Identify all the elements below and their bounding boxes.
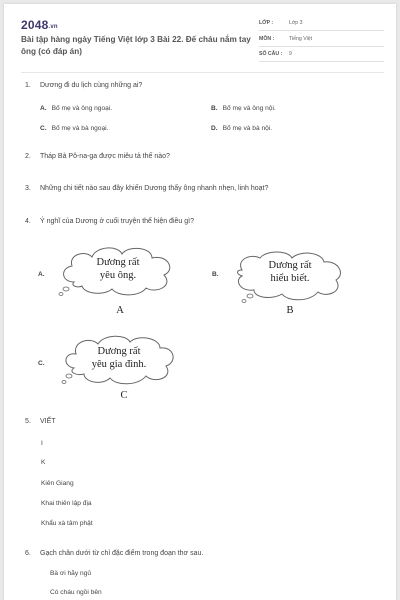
q4-option-c-cloud[interactable] [60, 332, 178, 388]
option-text: Bố mẹ và bà nội. [222, 125, 273, 132]
meta-count-row [259, 49, 384, 62]
meta-class-key: LỚP : [259, 20, 274, 26]
option-text: Bố mẹ và bà ngoại. [51, 125, 109, 132]
option-letter: A. [40, 105, 47, 112]
question-number: 6. [25, 550, 31, 557]
question-number: 3. [25, 185, 31, 192]
meta-count-value: 9 [289, 51, 292, 57]
cloud-line-1: Dương rất [97, 346, 141, 357]
option-text: Bố mẹ và ông ngoại. [51, 105, 113, 112]
question-number: 2. [25, 153, 31, 160]
header-divider [21, 72, 384, 73]
page-title: Bài tập hàng ngày Tiếng Việt lớp 3 Bài 22. Đế cháu nắm tay ông (có đáp án) [21, 35, 251, 56]
cloud-line-2: yêu ông. [99, 270, 137, 281]
q4-option-a-cloud[interactable] [56, 242, 180, 298]
question-text: Những chi tiết nào sau đây khiến Dương thấy ông nhanh nhẹn, linh hoạt? [40, 185, 269, 192]
q1-option-c[interactable] [40, 125, 108, 132]
question-text: Gạch chân dưới từ chỉ đặc điểm trong đoạn thơ sau. [40, 550, 204, 557]
cloud-line-1: Dương rất [96, 257, 140, 268]
q1-option-b[interactable] [211, 105, 276, 112]
q4-caption-c: C [120, 390, 128, 401]
question-text: VIẾT [40, 418, 56, 425]
q4-option-b-letter[interactable]: B. [212, 271, 219, 278]
writing-line: Khẩu xà tâm phật [41, 520, 93, 527]
cloud-text [232, 259, 348, 285]
question-number: 5. [25, 418, 31, 425]
cloud-line-2: yêu gia đình. [91, 359, 147, 370]
logo-suffix-text: .vn [48, 24, 58, 30]
question-text: Ý nghĩ của Dương ở cuối truyện thể hiện điều gì? [40, 218, 194, 225]
option-letter: C. [40, 125, 47, 132]
writing-line: K [41, 459, 46, 466]
option-letter: D. [211, 125, 218, 132]
cloud-text [60, 345, 178, 371]
meta-class-value: Lớp 3 [289, 20, 303, 26]
question-number: 1. [25, 82, 31, 89]
writing-line: I [41, 440, 43, 447]
cloud-line-1: Dương rất [268, 260, 312, 271]
q4-option-b-cloud[interactable] [232, 250, 348, 304]
poem-line: Bà ơi hãy ngủ [50, 570, 91, 577]
meta-subject-value: Tiếng Việt [289, 36, 313, 42]
meta-count-key: SỐ CÂU : [259, 51, 283, 57]
question-text: Tháp Bà Pô-na-ga được miêu tả thế nào? [40, 153, 170, 160]
q1-option-a[interactable] [40, 105, 112, 112]
question-number: 4. [25, 218, 31, 225]
cloud-text [56, 256, 180, 282]
question-text: Dương đi du lịch cùng những ai? [40, 82, 143, 89]
meta-subject-key: MÔN : [259, 36, 275, 42]
option-letter: B. [211, 105, 218, 112]
q1-option-d[interactable] [211, 125, 272, 132]
logo-main-text: 2048 [21, 18, 49, 32]
q4-option-a-letter[interactable]: A. [38, 271, 45, 278]
writing-line: Kiên Giang [41, 480, 74, 487]
site-logo[interactable] [21, 18, 58, 32]
meta-class-row [259, 18, 384, 31]
meta-subject-row [259, 34, 384, 47]
poem-line: Có cháu ngồi bên [50, 589, 102, 596]
writing-line: Khai thiên lập địa [41, 500, 92, 507]
q4-caption-b: B [286, 305, 294, 316]
q4-option-c-letter[interactable]: C. [38, 360, 45, 367]
option-text: Bố mẹ và ông nội. [222, 105, 276, 112]
q4-caption-a: A [116, 305, 124, 316]
cloud-line-2: hiểu biết. [270, 273, 310, 284]
worksheet-page [4, 4, 396, 600]
